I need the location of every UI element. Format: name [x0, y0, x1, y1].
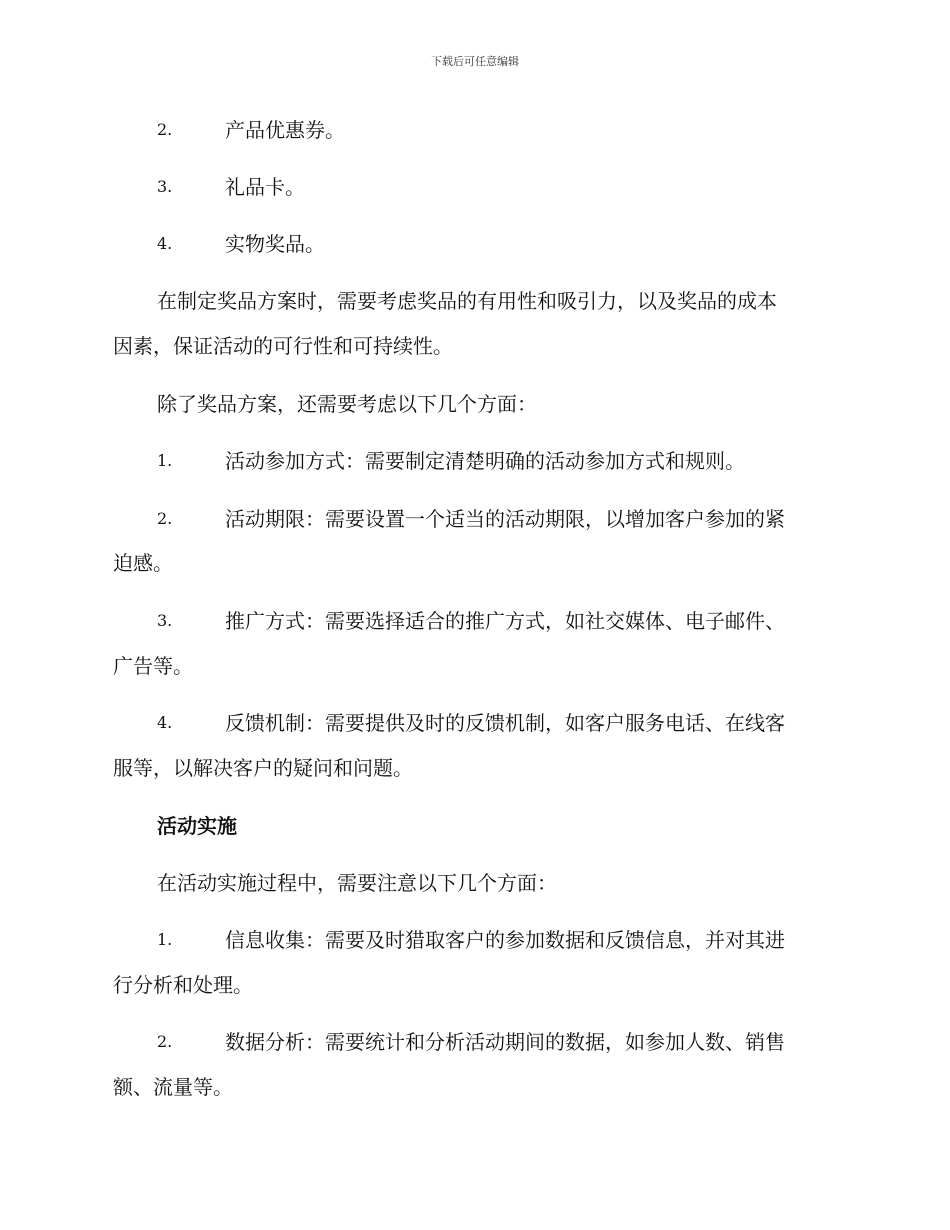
list-item: 活动参加方式：需要制定清楚明确的活动参加方式和规则。: [225, 449, 745, 473]
list-item-continuation: 额、流量等。: [113, 1075, 233, 1099]
list-item: 反馈机制：需要提供及时的反馈机制，如客户服务电话、在线客: [225, 711, 785, 735]
list-item-continuation: 迫感。: [113, 551, 173, 575]
list-item: 产品优惠券。: [225, 118, 345, 142]
section-heading: 活动实施: [157, 814, 237, 838]
list-number: 2.: [157, 1032, 173, 1051]
list-item: 信息收集：需要及时猎取客户的参加数据和反馈信息，并对其进: [225, 928, 785, 952]
list-number: 1.: [157, 930, 173, 949]
page-header: 下载后可任意编辑: [431, 55, 519, 68]
paragraph-line: 除了奖品方案，还需要考虑以下几个方面：: [157, 392, 537, 416]
paragraph-line: 因素，保证活动的可行性和可持续性。: [113, 334, 453, 358]
list-item: 实物奖品。: [225, 232, 325, 256]
list-item: 推广方式：需要选择适合的推广方式，如社交媒体、电子邮件、: [225, 609, 785, 633]
paragraph-line: 在制定奖品方案时，需要考虑奖品的有用性和吸引力，以及奖品的成本: [157, 289, 777, 313]
list-item: 活动期限：需要设置一个适当的活动期限，以增加客户参加的紧: [225, 507, 785, 531]
list-item-continuation: 广告等。: [113, 654, 193, 678]
list-item: 数据分析：需要统计和分析活动期间的数据，如参加人数、销售: [225, 1030, 785, 1054]
list-number: 4.: [157, 713, 173, 732]
list-number: 3.: [157, 611, 173, 630]
list-number: 2.: [157, 509, 173, 528]
list-item-continuation: 服等，以解决客户的疑问和问题。: [113, 756, 413, 780]
paragraph-line: 在活动实施过程中，需要注意以下几个方面：: [157, 871, 557, 895]
list-number: 2.: [157, 120, 173, 139]
list-item: 礼品卡。: [225, 175, 305, 199]
list-number: 3.: [157, 177, 173, 196]
list-number: 4.: [157, 234, 173, 253]
list-item-continuation: 行分析和处理。: [113, 973, 253, 997]
list-number: 1.: [157, 451, 173, 470]
